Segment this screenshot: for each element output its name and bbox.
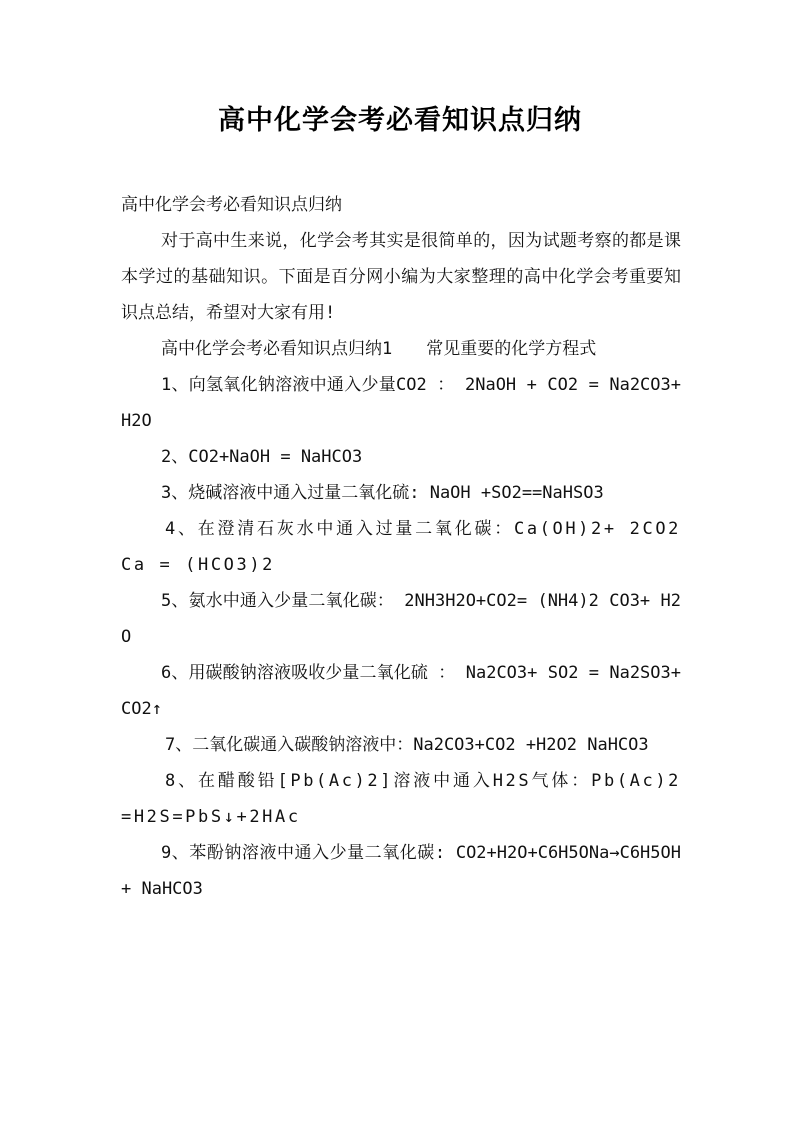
document-title: 高中化学会考必看知识点归纳 xyxy=(218,105,582,136)
equation-item-1: 1、向氢氧化钠溶液中通入少量CO2 ： 2NaOH + CO2 = Na2CO3+ H2O xyxy=(121,375,681,431)
equation-item-7: 7、二氧化碳通入碳酸钠溶液中：Na2CO3+CO2 +H2O2 NaHCO3 xyxy=(165,735,649,755)
section-heading-paragraph: 高中化学会考必看知识点归纳1 常见重要的化学方程式 xyxy=(161,339,597,359)
equation-item-3: 3、烧碱溶液中通入过量二氧化硫: NaOH +SO2==NaHSO3 xyxy=(161,483,604,503)
equation-item-6: 6、用碳酸钠溶液吸收少量二氧化硫 ： Na2CO3+ SO2 = Na2SO3+ CO2↑ xyxy=(121,663,681,719)
document-body xyxy=(121,187,681,907)
equation-item-8: 8、在醋酸铅[Pb(Ac)2]溶液中通入H2S气体：Pb(Ac)2=H2S=PbS↓+2HAc xyxy=(121,771,681,827)
equation-item-5: 5、氨水中通入少量二氧化碳： 2NH3H2O+CO2= (NH4)2 CO3+ H2O xyxy=(121,591,681,647)
subtitle-paragraph: 高中化学会考必看知识点归纳 xyxy=(121,195,342,215)
intro-paragraph: 对于高中生来说，化学会考其实是很简单的，因为试题考察的都是课本学过的基础知识。下面是百分网小编为大家整理的高中化学会考重要知识点总结，希望对大家有用! xyxy=(121,231,681,323)
equation-item-4: 4、在澄清石灰水中通入过量二氧化碳：Ca(OH)2+ 2CO2Ca = (HCO3)2 xyxy=(121,519,681,575)
equation-item-9: 9、苯酚钠溶液中通入少量二氧化碳: CO2+H2O+C6H5ONa→C6H5OH+ NaHCO3 xyxy=(121,843,681,899)
equation-item-2: 2、CO2+NaOH = NaHCO3 xyxy=(161,447,363,467)
